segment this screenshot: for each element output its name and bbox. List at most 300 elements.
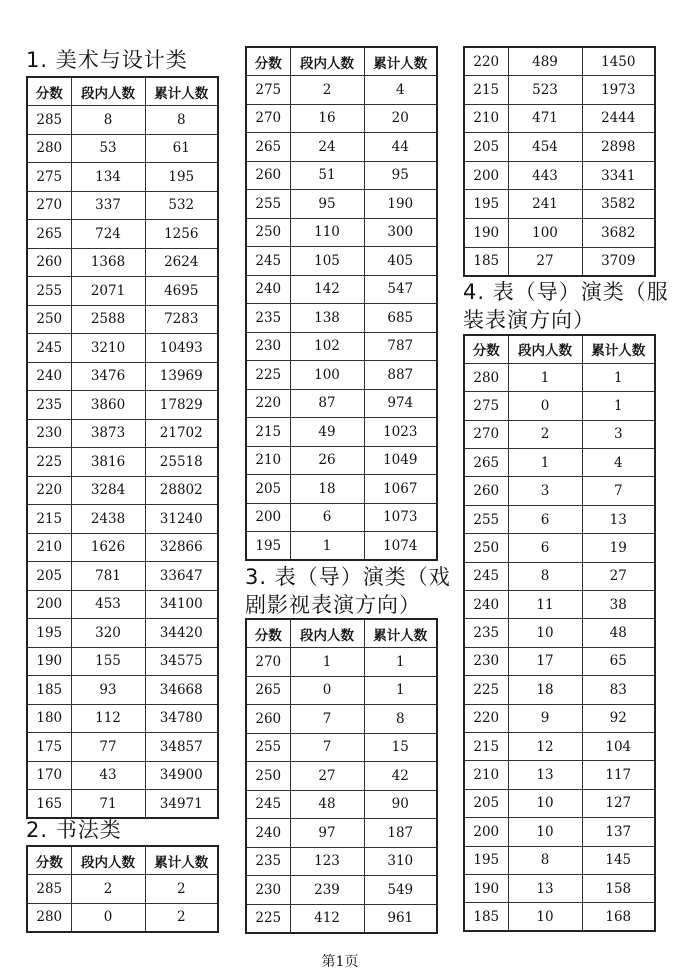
- segment-count-cell: 12: [508, 732, 582, 760]
- score-cell: 235: [246, 304, 290, 333]
- cumulative-count-cell: 92: [582, 704, 655, 732]
- cumulative-count-cell: 15: [364, 733, 437, 762]
- table-row: [464, 133, 655, 162]
- table-row: [27, 590, 218, 619]
- segment-count-cell: 155: [71, 647, 145, 676]
- score-cell: 260: [464, 477, 508, 505]
- cumulative-count-cell: 187: [364, 819, 437, 848]
- score-cell: 235: [464, 619, 508, 647]
- table-row: [27, 476, 218, 505]
- section1-table: [26, 76, 219, 819]
- cumulative-count-cell: 168: [582, 903, 655, 931]
- section4-table: [463, 334, 656, 932]
- segment-count-cell: 13: [508, 874, 582, 902]
- table-row: [27, 562, 218, 591]
- cumulative-count-cell: 685: [364, 304, 437, 333]
- score-cell: 220: [464, 47, 508, 76]
- score-cell: 260: [246, 161, 290, 190]
- column-header: 段内人数: [290, 619, 364, 648]
- score-cell: 225: [464, 676, 508, 704]
- table-row: [464, 619, 655, 647]
- segment-count-cell: 112: [71, 704, 145, 733]
- score-cell: 225: [246, 361, 290, 390]
- segment-count-cell: 97: [290, 819, 364, 848]
- table-row: [246, 361, 437, 390]
- column-header: 分数: [246, 619, 290, 648]
- score-cell: 265: [246, 133, 290, 162]
- score-cell: 215: [464, 76, 508, 105]
- table-row: [464, 392, 655, 420]
- cumulative-count-cell: 1: [582, 363, 655, 391]
- segment-count-cell: 241: [508, 190, 582, 219]
- score-cell: 210: [464, 761, 508, 789]
- score-cell: 270: [464, 420, 508, 448]
- score-cell: 210: [246, 446, 290, 475]
- cumulative-count-cell: 44: [364, 133, 437, 162]
- score-cell: 250: [464, 534, 508, 562]
- cumulative-count-cell: 7283: [145, 305, 218, 334]
- column-header: 累计人数: [145, 77, 218, 106]
- segment-count-cell: 43: [71, 761, 145, 790]
- segment-count-cell: 26: [290, 446, 364, 475]
- cumulative-count-cell: 33647: [145, 562, 218, 591]
- cumulative-count-cell: 158: [582, 874, 655, 902]
- segment-count-cell: 1626: [71, 533, 145, 562]
- section4-title-line1: 4. 表（导）演类（服: [463, 280, 669, 304]
- table-row: [464, 846, 655, 874]
- score-cell: 195: [464, 190, 508, 219]
- table-row: [27, 903, 218, 932]
- segment-count-cell: 337: [71, 191, 145, 220]
- table-row: [464, 76, 655, 105]
- table-row: [246, 418, 437, 447]
- cumulative-count-cell: 8: [145, 106, 218, 135]
- table-row: [27, 305, 218, 334]
- score-cell: 195: [27, 619, 71, 648]
- segment-count-cell: 489: [508, 47, 582, 76]
- score-cell: 240: [246, 819, 290, 848]
- segment-count-cell: 3284: [71, 476, 145, 505]
- cumulative-count-cell: 34575: [145, 647, 218, 676]
- score-cell: 220: [464, 704, 508, 732]
- score-cell: 265: [27, 220, 71, 249]
- cumulative-count-cell: 8: [364, 705, 437, 734]
- cumulative-count-cell: 1: [364, 648, 437, 677]
- cumulative-count-cell: 3: [582, 420, 655, 448]
- cumulative-count-cell: 3709: [582, 247, 655, 276]
- section4-title-line2: 装表演方向）: [463, 308, 595, 332]
- table-row: [27, 533, 218, 562]
- score-cell: 200: [464, 161, 508, 190]
- cumulative-count-cell: 887: [364, 361, 437, 390]
- score-cell: 185: [464, 247, 508, 276]
- column-header: 段内人数: [290, 47, 364, 76]
- score-cell: 185: [27, 676, 71, 705]
- segment-count-cell: 27: [290, 762, 364, 791]
- cumulative-count-cell: 34780: [145, 704, 218, 733]
- score-cell: 205: [27, 562, 71, 591]
- table-header-row: [246, 619, 437, 648]
- table-row: [246, 133, 437, 162]
- cumulative-count-cell: 21702: [145, 419, 218, 448]
- score-cell: 255: [246, 190, 290, 219]
- column-header: 分数: [27, 77, 71, 106]
- segment-count-cell: 8: [71, 106, 145, 135]
- page-number: 第1页: [321, 954, 359, 970]
- score-cell: 195: [246, 532, 290, 561]
- segment-count-cell: 1368: [71, 248, 145, 277]
- segment-count-cell: 16: [290, 104, 364, 133]
- segment-count-cell: 2588: [71, 305, 145, 334]
- segment-count-cell: 3476: [71, 362, 145, 391]
- cumulative-count-cell: 1: [582, 392, 655, 420]
- score-cell: 225: [27, 448, 71, 477]
- cumulative-count-cell: 787: [364, 332, 437, 361]
- segment-count-cell: 93: [71, 676, 145, 705]
- segment-count-cell: 18: [290, 475, 364, 504]
- cumulative-count-cell: 190: [364, 190, 437, 219]
- segment-count-cell: 2: [508, 420, 582, 448]
- score-cell: 240: [27, 362, 71, 391]
- section3-title-line1: 3. 表（导）演类（戏: [245, 565, 451, 589]
- score-cell: 250: [27, 305, 71, 334]
- table-row: [464, 591, 655, 619]
- score-cell: 260: [27, 248, 71, 277]
- cumulative-count-cell: 20: [364, 104, 437, 133]
- table-row: [464, 104, 655, 133]
- segment-count-cell: 10: [508, 818, 582, 846]
- cumulative-count-cell: 1073: [364, 503, 437, 532]
- segment-count-cell: 10: [508, 619, 582, 647]
- cumulative-count-cell: 31240: [145, 505, 218, 534]
- segment-count-cell: 1: [290, 532, 364, 561]
- score-cell: 230: [464, 647, 508, 675]
- segment-count-cell: 77: [71, 733, 145, 762]
- segment-count-cell: 2: [71, 875, 145, 904]
- table-row: [27, 790, 218, 819]
- segment-count-cell: 142: [290, 275, 364, 304]
- table-row: [464, 247, 655, 276]
- table-row: [464, 761, 655, 789]
- table-row: [464, 449, 655, 477]
- cumulative-count-cell: 1: [364, 676, 437, 705]
- cumulative-count-cell: 48: [582, 619, 655, 647]
- cumulative-count-cell: 961: [364, 904, 437, 933]
- segment-count-cell: 100: [508, 219, 582, 248]
- table-header-row: [27, 846, 218, 875]
- segment-count-cell: 24: [290, 133, 364, 162]
- cumulative-count-cell: 4: [582, 449, 655, 477]
- segment-count-cell: 13: [508, 761, 582, 789]
- score-cell: 255: [246, 733, 290, 762]
- table-row: [27, 875, 218, 904]
- cumulative-count-cell: 61: [145, 134, 218, 163]
- score-cell: 245: [464, 562, 508, 590]
- segment-count-cell: 95: [290, 190, 364, 219]
- segment-count-cell: 3860: [71, 391, 145, 420]
- segment-count-cell: 123: [290, 847, 364, 876]
- table-row: [27, 761, 218, 790]
- cumulative-count-cell: 137: [582, 818, 655, 846]
- segment-count-cell: 1: [508, 363, 582, 391]
- segment-count-cell: 443: [508, 161, 582, 190]
- segment-count-cell: 454: [508, 133, 582, 162]
- cumulative-count-cell: 405: [364, 247, 437, 276]
- segment-count-cell: 0: [290, 676, 364, 705]
- cumulative-count-cell: 300: [364, 218, 437, 247]
- score-cell: 200: [464, 818, 508, 846]
- table-row: [27, 647, 218, 676]
- cumulative-count-cell: 42: [364, 762, 437, 791]
- segment-count-cell: 523: [508, 76, 582, 105]
- score-cell: 255: [464, 505, 508, 533]
- cumulative-count-cell: 90: [364, 790, 437, 819]
- cumulative-count-cell: 34668: [145, 676, 218, 705]
- table-row: [464, 534, 655, 562]
- segment-count-cell: 2: [290, 76, 364, 105]
- cumulative-count-cell: 2898: [582, 133, 655, 162]
- cumulative-count-cell: 1067: [364, 475, 437, 504]
- segment-count-cell: 0: [508, 392, 582, 420]
- table-row: [246, 304, 437, 333]
- segment-count-cell: 453: [71, 590, 145, 619]
- table-row: [27, 191, 218, 220]
- cumulative-count-cell: 13969: [145, 362, 218, 391]
- table-row: [27, 277, 218, 306]
- table-row: [27, 676, 218, 705]
- score-cell: 280: [464, 363, 508, 391]
- score-cell: 230: [27, 419, 71, 448]
- table-row: [246, 819, 437, 848]
- column-header: 段内人数: [71, 77, 145, 106]
- score-cell: 265: [464, 449, 508, 477]
- score-cell: 200: [27, 590, 71, 619]
- cumulative-count-cell: 974: [364, 389, 437, 418]
- table-row: [27, 334, 218, 363]
- table-row: [27, 733, 218, 762]
- score-cell: 275: [246, 76, 290, 105]
- score-cell: 235: [27, 391, 71, 420]
- section2-table-part1: [26, 845, 219, 933]
- table-row: [464, 505, 655, 533]
- cumulative-count-cell: 1973: [582, 76, 655, 105]
- score-cell: 165: [27, 790, 71, 819]
- cumulative-count-cell: 17829: [145, 391, 218, 420]
- table-row: [27, 362, 218, 391]
- table-row: [246, 104, 437, 133]
- score-cell: 215: [246, 418, 290, 447]
- cumulative-count-cell: 65: [582, 647, 655, 675]
- segment-count-cell: 0: [71, 903, 145, 932]
- table-row: [27, 619, 218, 648]
- table-row: [246, 876, 437, 905]
- segment-count-cell: 471: [508, 104, 582, 133]
- cumulative-count-cell: 127: [582, 789, 655, 817]
- table-row: [246, 676, 437, 705]
- section2-title: 2. 书法类: [26, 818, 122, 842]
- segment-count-cell: 53: [71, 134, 145, 163]
- score-cell: 265: [246, 676, 290, 705]
- segment-count-cell: 7: [290, 733, 364, 762]
- column-header: 累计人数: [145, 846, 218, 875]
- segment-count-cell: 1: [290, 648, 364, 677]
- segment-count-cell: 102: [290, 332, 364, 361]
- cumulative-count-cell: 4695: [145, 277, 218, 306]
- table-row: [464, 477, 655, 505]
- segment-count-cell: 320: [71, 619, 145, 648]
- table-row: [464, 219, 655, 248]
- table-row: [246, 532, 437, 561]
- score-cell: 260: [246, 705, 290, 734]
- table-row: [246, 904, 437, 933]
- score-cell: 275: [464, 392, 508, 420]
- table-row: [464, 420, 655, 448]
- segment-count-cell: 27: [508, 247, 582, 276]
- cumulative-count-cell: 95: [364, 161, 437, 190]
- table-row: [246, 332, 437, 361]
- table-row: [27, 704, 218, 733]
- table-row: [246, 733, 437, 762]
- segment-count-cell: 87: [290, 389, 364, 418]
- column-header: 累计人数: [582, 335, 655, 363]
- score-cell: 205: [464, 133, 508, 162]
- table-row: [246, 190, 437, 219]
- score-cell: 250: [246, 762, 290, 791]
- score-cell: 215: [464, 732, 508, 760]
- cumulative-count-cell: 549: [364, 876, 437, 905]
- table-row: [27, 419, 218, 448]
- cumulative-count-cell: 1049: [364, 446, 437, 475]
- table-header-row: [464, 335, 655, 363]
- column-header: 分数: [246, 47, 290, 76]
- table-row: [464, 676, 655, 704]
- cumulative-count-cell: 34900: [145, 761, 218, 790]
- table-row: [246, 648, 437, 677]
- score-cell: 170: [27, 761, 71, 790]
- table-row: [464, 190, 655, 219]
- segment-count-cell: 6: [508, 505, 582, 533]
- cumulative-count-cell: 28802: [145, 476, 218, 505]
- section1-title: 1. 美术与设计类: [26, 48, 188, 72]
- segment-count-cell: 105: [290, 247, 364, 276]
- table-row: [27, 391, 218, 420]
- table-header-row: [27, 77, 218, 106]
- score-cell: 220: [27, 476, 71, 505]
- score-cell: 185: [464, 903, 508, 931]
- segment-count-cell: 3210: [71, 334, 145, 363]
- score-cell: 225: [246, 904, 290, 933]
- cumulative-count-cell: 7: [582, 477, 655, 505]
- table-row: [246, 247, 437, 276]
- score-cell: 210: [27, 533, 71, 562]
- table-row: [27, 248, 218, 277]
- column-header: 段内人数: [508, 335, 582, 363]
- segment-count-cell: 8: [508, 562, 582, 590]
- segment-count-cell: 3816: [71, 448, 145, 477]
- table-row: [27, 134, 218, 163]
- segment-count-cell: 100: [290, 361, 364, 390]
- segment-count-cell: 2071: [71, 277, 145, 306]
- score-cell: 280: [27, 134, 71, 163]
- cumulative-count-cell: 104: [582, 732, 655, 760]
- score-cell: 190: [464, 874, 508, 902]
- column-header: 累计人数: [364, 619, 437, 648]
- table-row: [464, 704, 655, 732]
- cumulative-count-cell: 117: [582, 761, 655, 789]
- cumulative-count-cell: 27: [582, 562, 655, 590]
- cumulative-count-cell: 38: [582, 591, 655, 619]
- cumulative-count-cell: 13: [582, 505, 655, 533]
- table-row: [246, 275, 437, 304]
- table-row: [246, 503, 437, 532]
- table-row: [464, 161, 655, 190]
- table-row: [246, 389, 437, 418]
- cumulative-count-cell: 2624: [145, 248, 218, 277]
- segment-count-cell: 134: [71, 163, 145, 192]
- segment-count-cell: 781: [71, 562, 145, 591]
- table-row: [464, 732, 655, 760]
- score-cell: 190: [27, 647, 71, 676]
- cumulative-count-cell: 310: [364, 847, 437, 876]
- score-cell: 205: [464, 789, 508, 817]
- cumulative-count-cell: 532: [145, 191, 218, 220]
- table-row: [246, 218, 437, 247]
- table-row: [27, 220, 218, 249]
- table-row: [246, 762, 437, 791]
- section3-table-part1: [245, 618, 438, 934]
- segment-count-cell: 2438: [71, 505, 145, 534]
- score-cell: 280: [27, 903, 71, 932]
- segment-count-cell: 110: [290, 218, 364, 247]
- table-row: [246, 76, 437, 105]
- segment-count-cell: 51: [290, 161, 364, 190]
- segment-count-cell: 9: [508, 704, 582, 732]
- column-header: 分数: [464, 335, 508, 363]
- score-cell: 180: [27, 704, 71, 733]
- segment-count-cell: 10: [508, 903, 582, 931]
- table-row: [27, 505, 218, 534]
- score-cell: 285: [27, 106, 71, 135]
- cumulative-count-cell: 19: [582, 534, 655, 562]
- table-header-row: [246, 47, 437, 76]
- cumulative-count-cell: 3341: [582, 161, 655, 190]
- section3-title-line2: 剧影视表演方向）: [245, 593, 421, 617]
- score-cell: 245: [246, 247, 290, 276]
- cumulative-count-cell: 195: [145, 163, 218, 192]
- table-row: [246, 161, 437, 190]
- segment-count-cell: 48: [290, 790, 364, 819]
- score-cell: 200: [246, 503, 290, 532]
- score-cell: 270: [246, 104, 290, 133]
- score-cell: 240: [246, 275, 290, 304]
- segment-count-cell: 17: [508, 647, 582, 675]
- table-row: [27, 106, 218, 135]
- cumulative-count-cell: 34971: [145, 790, 218, 819]
- table-row: [464, 874, 655, 902]
- table-row: [27, 448, 218, 477]
- column-header: 累计人数: [364, 47, 437, 76]
- section3-table-part2: [463, 46, 656, 277]
- table-row: [464, 562, 655, 590]
- segment-count-cell: 6: [508, 534, 582, 562]
- table-row: [246, 475, 437, 504]
- table-row: [27, 163, 218, 192]
- score-cell: 270: [246, 648, 290, 677]
- table-row: [246, 790, 437, 819]
- score-cell: 275: [27, 163, 71, 192]
- score-cell: 245: [246, 790, 290, 819]
- segment-count-cell: 8: [508, 846, 582, 874]
